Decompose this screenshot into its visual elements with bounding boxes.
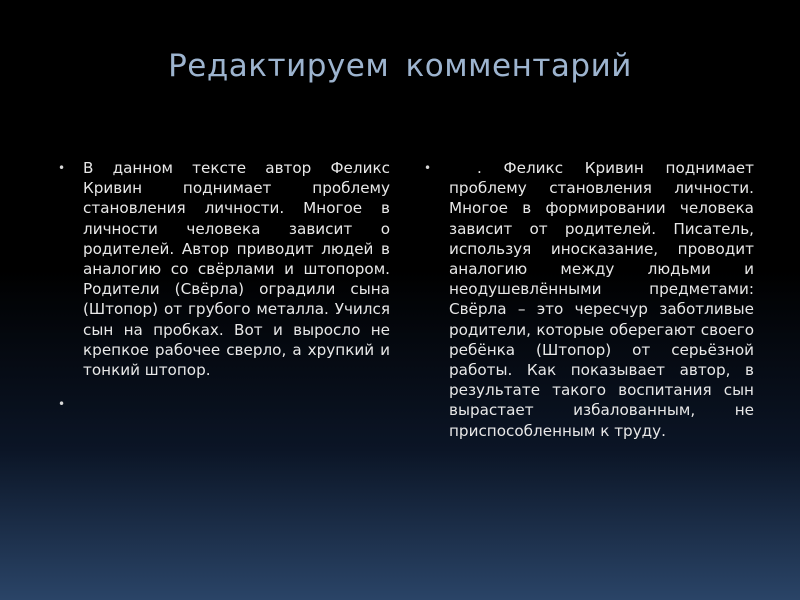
bullet-text — [83, 394, 390, 416]
bullet-text: В данном тексте автор Феликс Кривин поднимает проблему становления личности. Многое в личности человека зависит о родителей. Автор приводит людей в аналогию со свёрлами и штопором. Родители (Свёрла) оградили сына (Штопор) от грубого металла. Учился сын на пробках. Вот и выросло не крепкое рабочее сверло, а хрупкий и тонкий штопор. — [83, 159, 390, 380]
bullet-text: . Феликс Кривин поднимает проблему становления личности. Многое в формировании человека зависит от родителей. Писатель, используя иносказание, проводит аналогию между людьми и неодушевлёнными предметами: Свёрла – это чересчур заботливые родители, которые оберегают своего ребёнка (Штопор) от серьёзной работы. Как показывает автор, в результате такого воспитания сын вырастает избалованным, не приспособленным к труду. — [449, 159, 754, 440]
right-column — [424, 158, 754, 455]
slide-title: Редактируем комментарий — [168, 48, 632, 84]
bullet-icon: • — [58, 397, 66, 412]
list-item — [58, 158, 390, 380]
list-item — [58, 394, 390, 416]
bullet-icon: • — [58, 161, 66, 175]
bullet-icon: • — [424, 161, 432, 175]
list-item — [424, 158, 754, 441]
left-column — [58, 158, 390, 430]
